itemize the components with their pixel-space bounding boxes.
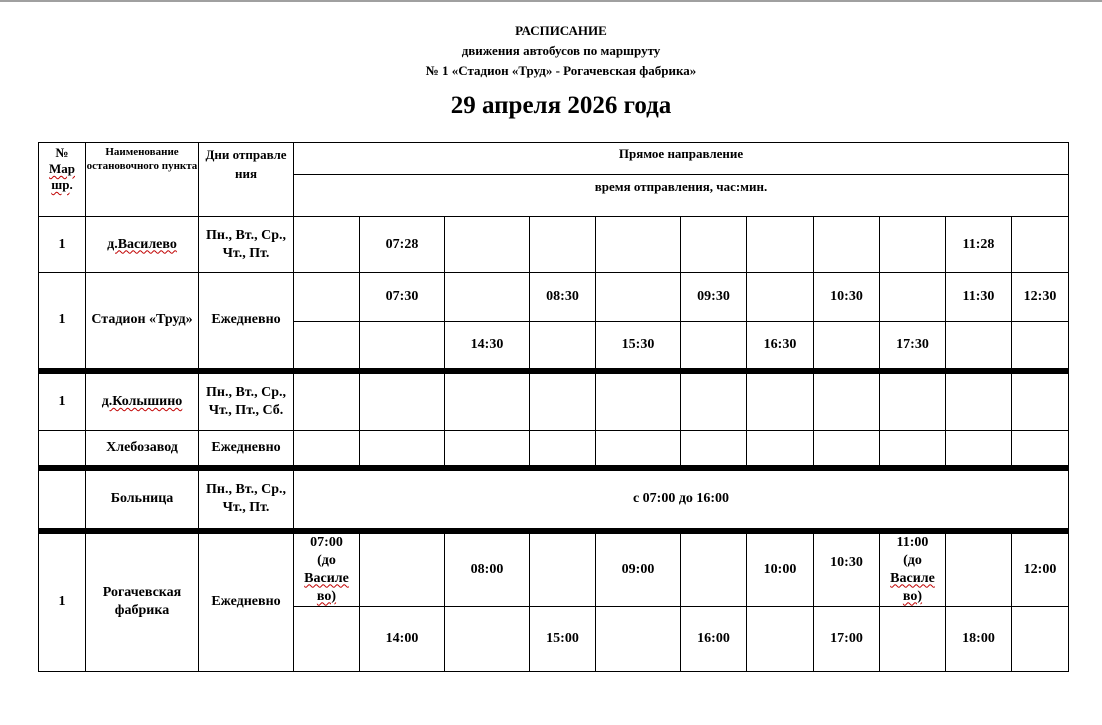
stop-name: Хлебозавод — [86, 431, 199, 468]
route-number: 1 — [39, 371, 86, 431]
days: Пн., Вт., Ср., Чт., Пт. — [199, 468, 294, 531]
time-cell: 15:00 — [530, 606, 596, 671]
time-cell — [747, 431, 814, 468]
time-cell — [445, 431, 530, 468]
interval-cell: с 07:00 до 16:00 — [294, 468, 1069, 531]
time-cell — [880, 606, 946, 671]
time-cell: 10:00 — [747, 531, 814, 607]
time-cell — [681, 431, 747, 468]
time-cell — [445, 217, 530, 273]
time-cell — [747, 371, 814, 431]
days: Пн., Вт., Ср., Чт., Пт. — [199, 217, 294, 273]
time-cell — [1012, 606, 1069, 671]
time-cell: 10:30 — [814, 273, 880, 322]
time-cell — [1012, 431, 1069, 468]
days: Ежедневно — [199, 431, 294, 468]
time-cell: 08:30 — [530, 273, 596, 322]
time-cell — [294, 431, 360, 468]
time-cell — [360, 431, 445, 468]
time-cell — [360, 322, 445, 371]
time-cell — [880, 273, 946, 322]
time-cell — [880, 431, 946, 468]
time-cell — [1012, 371, 1069, 431]
time-cell — [445, 606, 530, 671]
time-cell: 09:00 — [596, 531, 681, 607]
time-cell — [596, 371, 681, 431]
stop-name: д.Колышино — [86, 371, 199, 431]
route-number: 1 — [39, 217, 86, 273]
days: Ежедневно — [199, 531, 294, 672]
header-time-caption: время отправления, час:мин. — [294, 175, 1069, 217]
row-kolyshino — [39, 371, 1069, 431]
time-cell — [445, 371, 530, 431]
doc-title: РАСПИСАНИЕ — [515, 23, 607, 38]
time-cell — [814, 431, 880, 468]
row-khlebozavod — [39, 431, 1069, 468]
days: Ежедневно — [199, 273, 294, 371]
time-cell — [1012, 217, 1069, 273]
time-cell — [294, 273, 360, 322]
time-cell: 07:28 — [360, 217, 445, 273]
route-number: 1 — [39, 531, 86, 672]
time-cell: 16:30 — [747, 322, 814, 371]
header-direction: Прямое направление — [294, 143, 1069, 175]
time-cell — [294, 322, 360, 371]
time-cell — [596, 273, 681, 322]
time-cell — [1012, 322, 1069, 371]
time-cell: 15:30 — [596, 322, 681, 371]
time-cell — [530, 371, 596, 431]
time-cell: 11:00 (до Василе во) — [880, 531, 946, 607]
time-cell: 18:00 — [946, 606, 1012, 671]
time-cell: 12:30 — [1012, 273, 1069, 322]
time-cell — [596, 217, 681, 273]
stop-name: Рогачевская фабрика — [86, 531, 199, 672]
time-cell: 10:30 — [814, 531, 880, 607]
time-cell: 07:30 — [360, 273, 445, 322]
time-cell: 09:30 — [681, 273, 747, 322]
time-cell — [445, 273, 530, 322]
row-bolnica — [39, 468, 1069, 531]
route-number — [39, 468, 86, 531]
time-cell — [596, 606, 681, 671]
stop-name: д.Василево — [86, 217, 199, 273]
time-cell — [946, 371, 1012, 431]
days: Пн., Вт., Ср., Чт., Пт., Сб. — [199, 371, 294, 431]
time-cell — [814, 217, 880, 273]
time-cell: 12:00 — [1012, 531, 1069, 607]
doc-subtitle: движения автобусов по маршруту — [461, 43, 661, 58]
stop-name: Больница — [86, 468, 199, 531]
header-route-no: № Мар шр. — [39, 143, 86, 217]
header-days: Дни отправле ния — [199, 143, 294, 217]
time-cell — [681, 531, 747, 607]
row-stadion-top — [39, 273, 1069, 322]
time-cell — [946, 322, 1012, 371]
time-cell — [747, 273, 814, 322]
time-cell — [681, 217, 747, 273]
schedule-date: 29 апреля 2026 года — [450, 92, 672, 119]
time-cell — [294, 217, 360, 273]
route-number: 1 — [39, 273, 86, 371]
time-cell: 17:30 — [880, 322, 946, 371]
time-cell — [294, 371, 360, 431]
window-top-border — [0, 0, 1102, 2]
time-cell: 08:00 — [445, 531, 530, 607]
time-cell: 07:00 (до Василе во) — [294, 531, 360, 607]
row-rogachev-top — [39, 531, 1069, 607]
route-number — [39, 431, 86, 468]
schedule-table — [38, 142, 1069, 672]
route-name: № 1 «Стадион «Труд» - Рогачевская фабрика» — [425, 63, 697, 78]
time-cell — [596, 431, 681, 468]
time-cell — [530, 217, 596, 273]
time-cell — [360, 371, 445, 431]
header-stop-name: Наименование остановочного пункта — [86, 143, 199, 217]
row-vasilevo — [39, 217, 1069, 273]
time-cell: 14:30 — [445, 322, 530, 371]
time-cell: 11:28 — [946, 217, 1012, 273]
time-cell: 17:00 — [814, 606, 880, 671]
time-cell — [530, 431, 596, 468]
time-cell — [530, 322, 596, 371]
time-cell — [681, 322, 747, 371]
time-cell — [360, 531, 445, 607]
time-cell — [747, 217, 814, 273]
time-cell — [946, 431, 1012, 468]
time-cell — [880, 217, 946, 273]
time-cell — [747, 606, 814, 671]
time-cell — [294, 606, 360, 671]
time-cell — [681, 371, 747, 431]
time-cell: 11:30 — [946, 273, 1012, 322]
stop-name: Стадион «Труд» — [86, 273, 199, 371]
time-cell — [530, 531, 596, 607]
time-cell: 16:00 — [681, 606, 747, 671]
time-cell: 14:00 — [360, 606, 445, 671]
time-cell — [946, 531, 1012, 607]
time-cell — [814, 371, 880, 431]
time-cell — [814, 322, 880, 371]
time-cell — [880, 371, 946, 431]
